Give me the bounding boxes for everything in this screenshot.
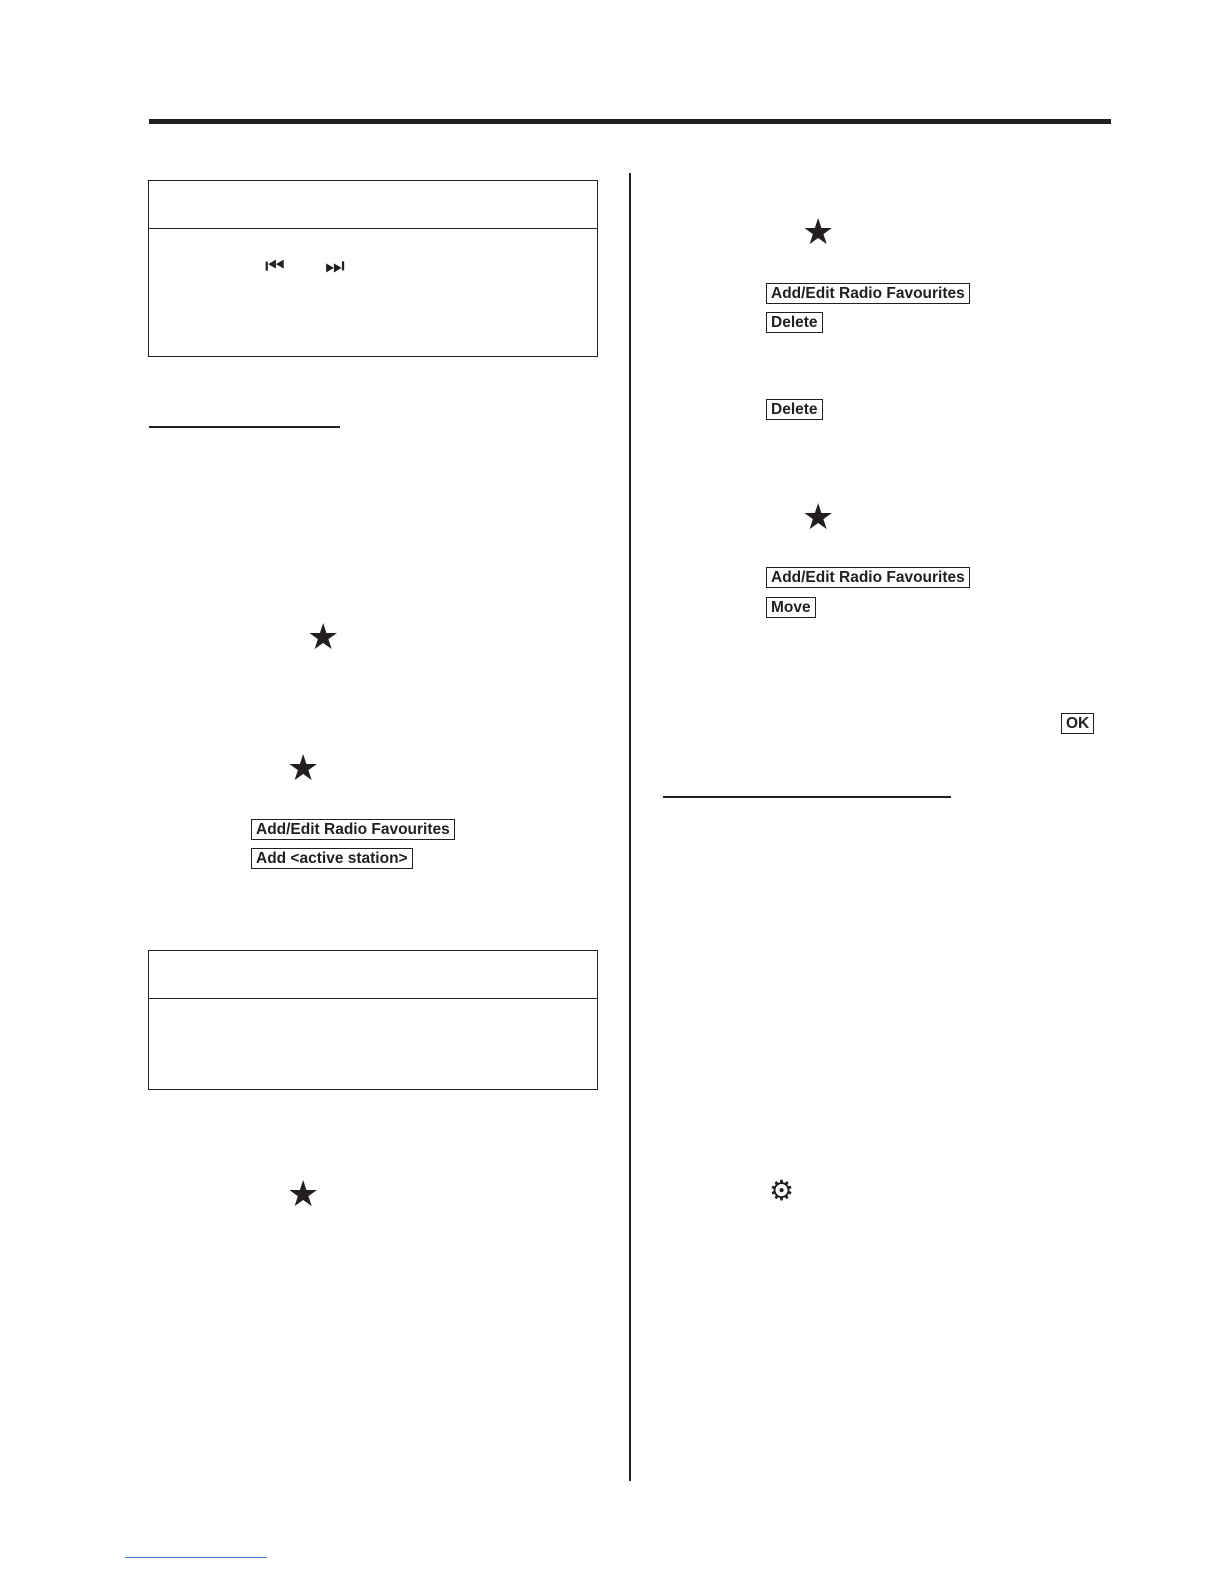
note-box-2-separator xyxy=(149,998,597,999)
add-edit-radio-favourites-button[interactable]: Add/Edit Radio Favourites xyxy=(766,567,970,588)
gear-icon: ⚙ xyxy=(769,1174,795,1207)
footer-link-underline[interactable] xyxy=(125,1557,267,1558)
delete-menu-button[interactable]: Delete xyxy=(766,312,823,333)
favourites-star-icon: ★ xyxy=(307,617,340,658)
section-heading-underline-left xyxy=(149,426,340,428)
ok-button[interactable]: OK xyxy=(1061,713,1094,734)
favourites-star-icon: ★ xyxy=(287,748,320,789)
column-divider xyxy=(629,173,631,1481)
add-edit-radio-favourites-button[interactable]: Add/Edit Radio Favourites xyxy=(251,819,455,840)
delete-confirm-button[interactable]: Delete xyxy=(766,399,823,420)
add-edit-radio-favourites-button[interactable]: Add/Edit Radio Favourites xyxy=(766,283,970,304)
move-button[interactable]: Move xyxy=(766,597,816,618)
note-box-2 xyxy=(148,950,598,1090)
section-heading-underline-right xyxy=(663,796,951,798)
add-active-station-button[interactable]: Add <active station> xyxy=(251,848,413,869)
skip-back-icon: ⏮ xyxy=(265,254,281,279)
skip-forward-icon: ⏭ xyxy=(325,254,341,279)
top-rule xyxy=(149,119,1111,124)
favourites-star-icon: ★ xyxy=(802,497,835,538)
note-box-1-separator xyxy=(149,228,597,229)
favourites-star-icon: ★ xyxy=(802,212,835,253)
favourites-star-icon: ★ xyxy=(287,1174,320,1215)
note-box-1 xyxy=(148,180,598,357)
